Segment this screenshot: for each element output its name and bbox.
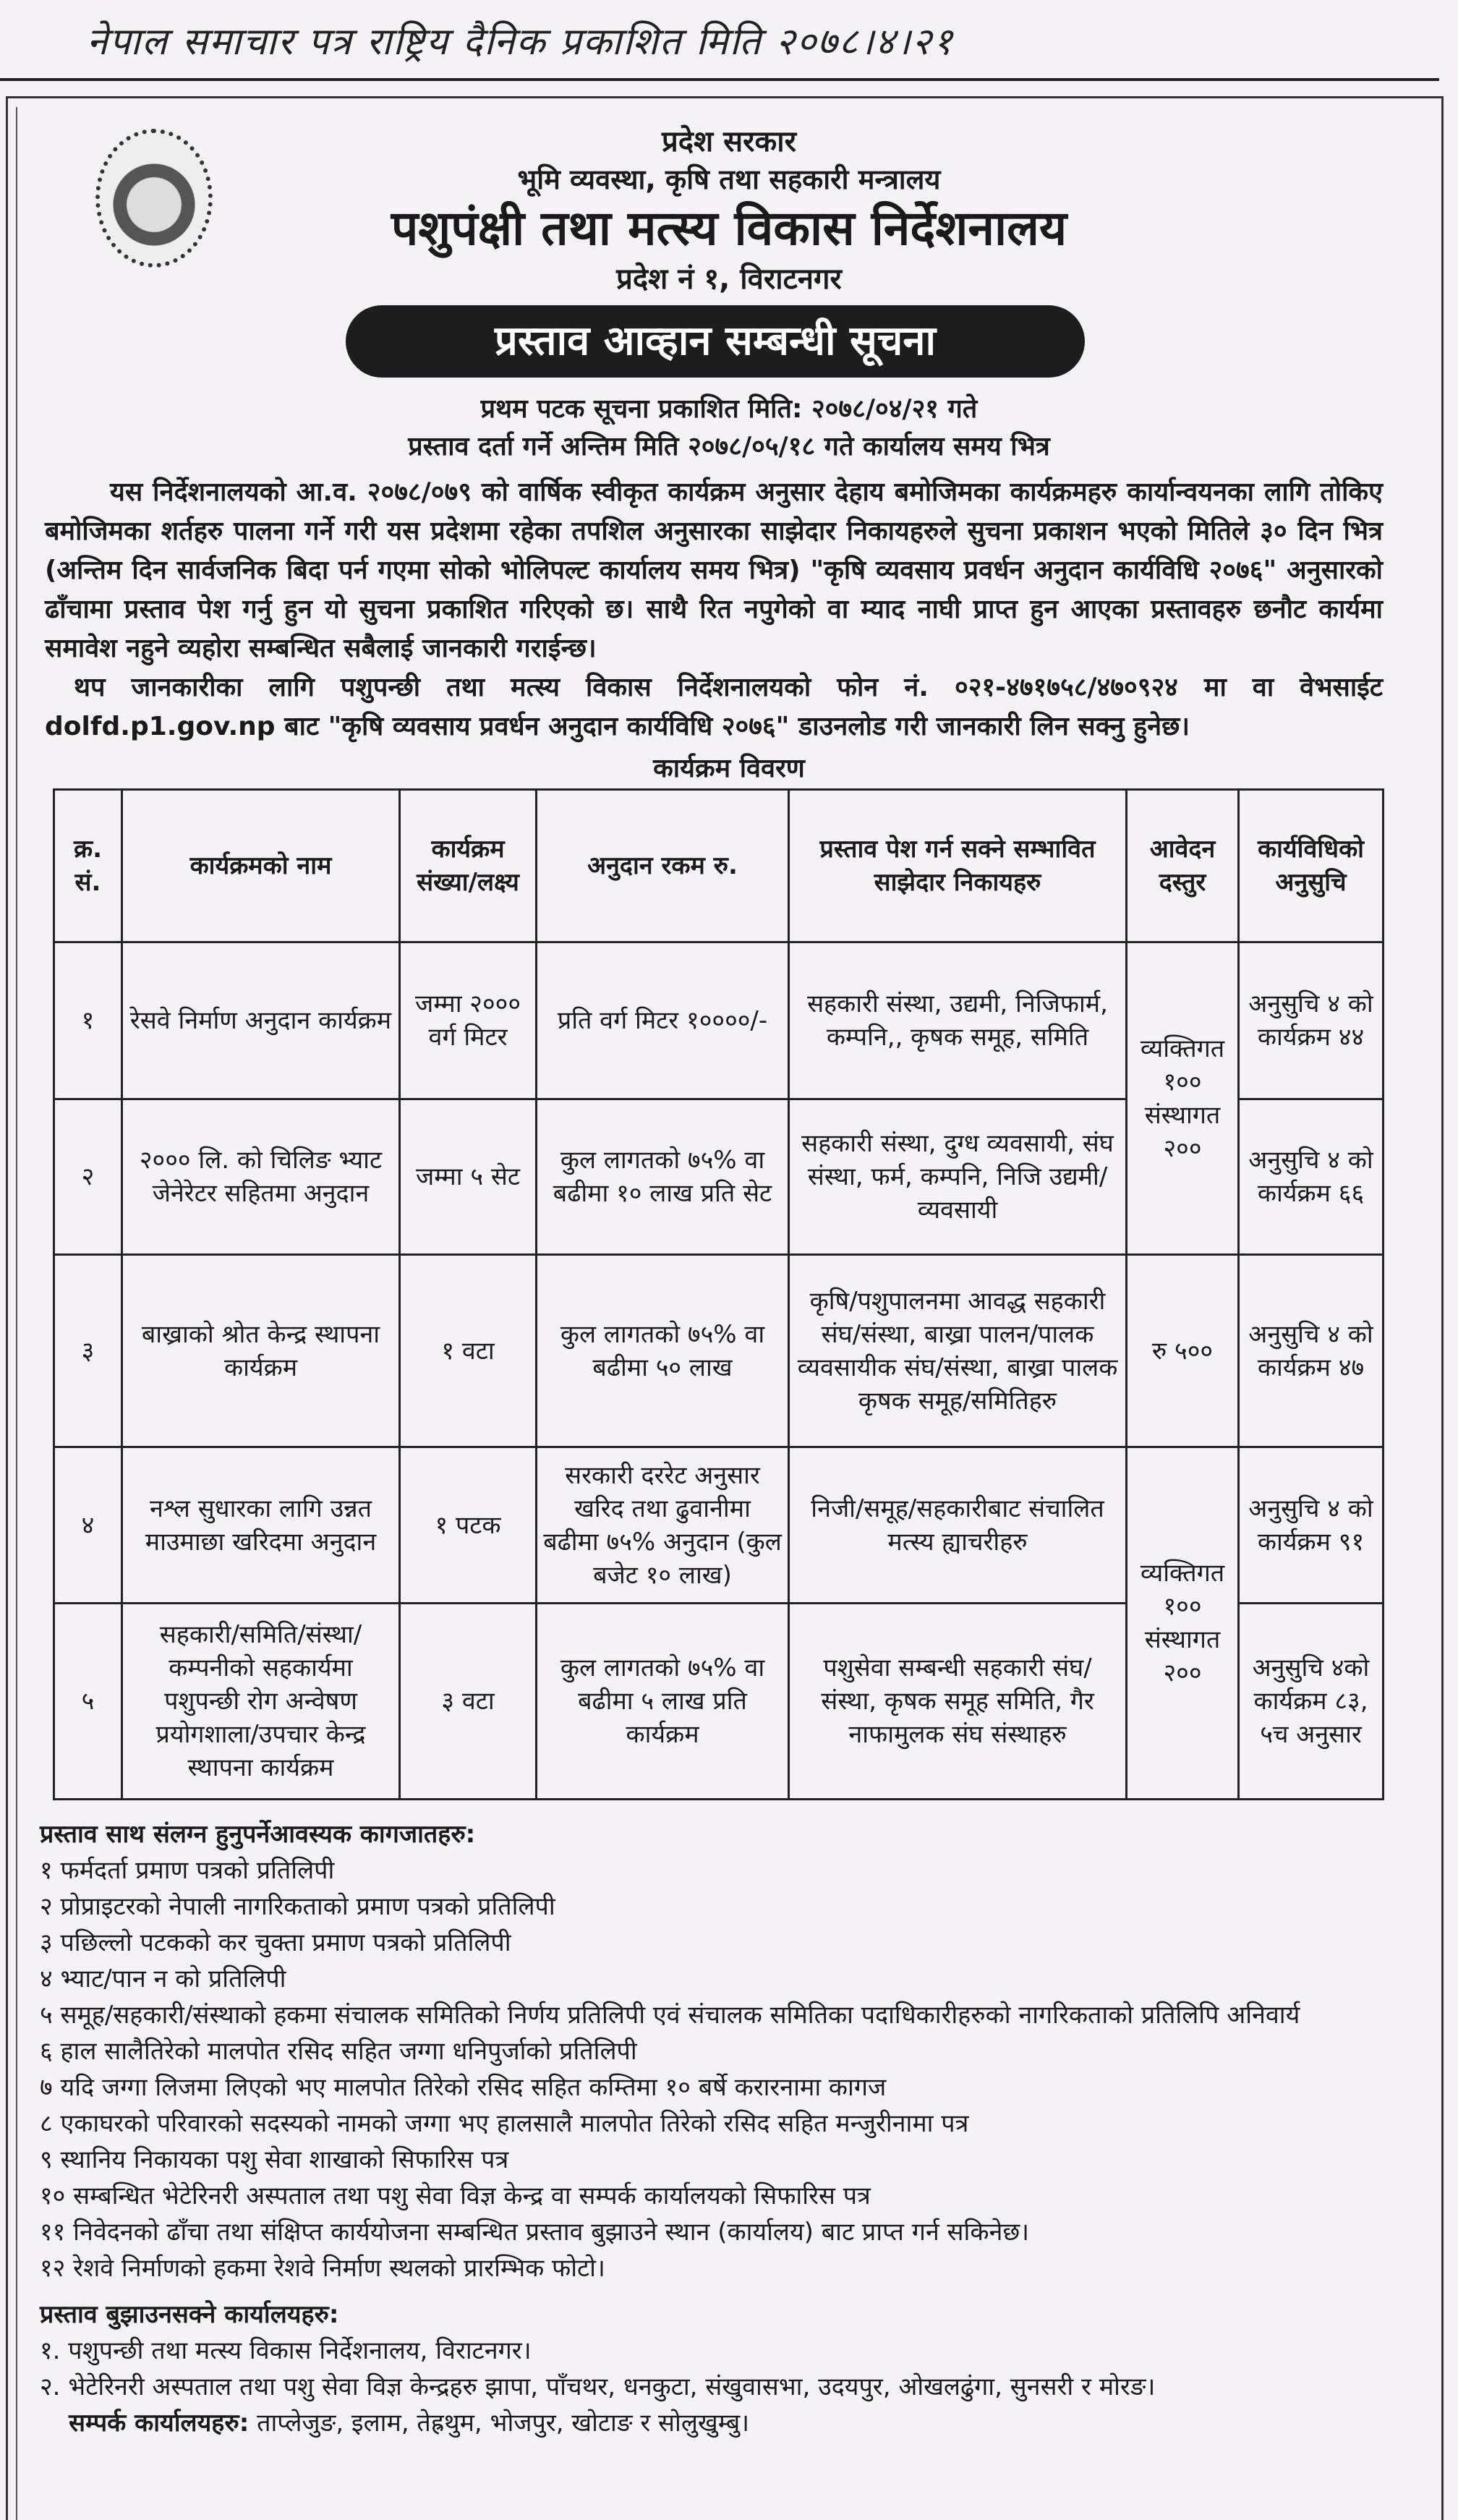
cell-target: ३ वटा <box>400 1604 537 1800</box>
required-documents-list <box>40 1816 1414 2286</box>
list-item: ४ भ्याट/पान न को प्रतिलिपी <box>40 1965 286 1993</box>
cell-program-name: बाख्राको श्रोत केन्द्र स्थापना कार्यक्रम <box>122 1255 400 1447</box>
table-row <box>54 1447 1384 1604</box>
cell-partners: पशुसेवा सम्बन्धी सहकारी संघ/संस्था, कृषक समूह समिति, गैर नाफामुलक संघ संस्थाहरु <box>789 1604 1127 1800</box>
cell-sn: ३ <box>54 1255 122 1447</box>
cell-amount: प्रति वर्ग मिटर १००००/- <box>537 942 789 1099</box>
cell-amount: कुल लागतको ७५% वा बढीमा ५ लाख प्रति कार्यक्रम <box>537 1604 789 1800</box>
list-item: ७ यदि जग्गा लिजमा लिएको भए मालपोत तिरेको रसिद सहित कम्तिमा १० बर्षे करारनामा कागज <box>40 2073 887 2102</box>
cell-target: १ पटक <box>400 1447 537 1604</box>
cell-sn: ४ <box>54 1447 122 1604</box>
table-row <box>54 942 1384 1099</box>
cell-fee: व्यक्तिगत १०० संस्थागत २०० <box>1127 942 1239 1255</box>
contact-offices-label: सम्पर्क कार्यालयहरु: <box>69 2409 250 2438</box>
list-item: ९ स्थानिय निकायका पशु सेवा शाखाको सिफारिस पत्र <box>40 2145 509 2174</box>
government-name: प्रदेश सरकार <box>662 125 796 158</box>
ministry-name: भूमि व्यवस्था, कृषि तथा सहकारी मन्त्रालय <box>517 163 941 195</box>
contact-paragraph: थप जानकारीका लागि पशुपन्छी तथा मत्स्य विकास निर्देशनालयको फोन नं. ०२१-४७१७५८/४७०९२४ मा वा वेभसाईट dolfd.p1.gov.np बाट "कृषि व्यवसाय प्रवर्धन अनुदान कार्यविधि २०७६" डाउनलोड गरी जानकारी लिन सक्नु हुनेछ। <box>45 673 1383 741</box>
list-item: ८ एकाघरको परिवारको सदस्यको नामको जग्गा भए हालसालै मालपोत तिरेको रसिद सहित मन्जुरीनामा पत्र <box>40 2109 969 2138</box>
top-rule <box>0 78 1439 81</box>
list-item: १० सम्बन्धित भेटेरिनरी अस्पताल तथा पशु सेवा विज्ञ केन्द्र वा सम्पर्क कार्यालयको सिफारिस पत्र <box>40 2181 871 2210</box>
header-partners: प्रस्ताव पेश गर्न सक्ने सम्भावित साझेदार निकायहरु <box>789 790 1127 942</box>
header-schedule: कार्यविधिको अनुसुचि <box>1239 790 1384 942</box>
list-item: ११ निवेदनको ढाँचा तथा संक्षिप्त कार्ययोजना सम्बन्धित प्रस्ताव बुझाउने स्थान (कार्यालय) बाट प्राप्त गर्न सकिनेछ। <box>40 2218 1030 2247</box>
table-caption: कार्यक्रम विवरण <box>653 754 805 783</box>
cell-amount: कुल लागतको ७५% वा बढीमा १० लाख प्रति सेट <box>537 1099 789 1255</box>
header-target: कार्यक्रम संख्या/लक्ष्य <box>400 790 537 942</box>
cell-program-name: नश्ल सुधारका लागि उन्नत माउमाछा खरिदमा अनुदान <box>122 1447 400 1604</box>
header-program-name: कार्यक्रमको नाम <box>122 790 400 942</box>
handwritten-publication-note: नेपाल समाचार पत्र राष्ट्रिय दैनिक प्रकाशित मिति २०७८।४।२१ <box>87 20 954 64</box>
government-emblem-icon <box>95 129 213 268</box>
cell-amount: कुल लागतको ७५% वा बढीमा ५० लाख <box>537 1255 789 1447</box>
table-header-row <box>54 790 1384 942</box>
cell-program-name: सहकारी/समिति/संस्था/कम्पनीको सहकार्यमा पशुपन्छी रोग अन्वेषण प्रयोगशाला/उपचार केन्द्र स्थापना कार्यक्रम <box>122 1604 400 1800</box>
cell-fee: व्यक्तिगत १०० संस्थागत २०० <box>1127 1447 1239 1800</box>
documents-heading: प्रस्ताव साथ संलग्न हुनुपर्नेआवस्यक कागजातहरु: <box>40 1820 476 1849</box>
first-published-date: प्रथम पटक सूचना प्रकाशित मिति: २०७८/०४/२१ गते <box>480 394 978 424</box>
cell-schedule: अनुसुचि ४ को कार्यक्रम ६६ <box>1239 1099 1384 1255</box>
cell-target: जम्मा २००० वर्ग मिटर <box>400 942 537 1099</box>
list-item: २ प्रोप्राइटरको नेपाली नागरिकताको प्रमाण पत्रको प्रतिलिपी <box>40 1892 555 1921</box>
cell-fee: रु ५०० <box>1127 1255 1239 1447</box>
cell-target: जम्मा ५ सेट <box>400 1099 537 1255</box>
intro-paragraph: यस निर्देशनालयको आ.व. २०७८/०७९ को वार्षिक स्वीकृत कार्यक्रम अनुसार देहाय बमोजिमका कार्यक्रमहरु कार्यान्वयनका लागि तोकिए बमोजिमका शर्तहरु पालना गर्ने गरी यस प्रदेशमा रहेका तपशिल अनुसारका साझेदार निकायहरुले सुचना प्रकाशन भएको मितिले ३० दिन भित्र (अन्तिम दिन सार्वजनिक बिदा पर्न गएमा सोको भोलिपल्ट कार्यालय समय भित्र) "कृषि व्यवसाय प्रवर्धन अनुदान कार्यविधि २०७६" अनुसारको ढाँचामा प्रस्ताव पेश गर्नु हुन यो सुचना प्रकाशित गरिएको छ। साथै रित नपुगेको वा म्याद नाघी प्राप्त हुन आएका प्रस्तावहरु छनौट कार्यमा समावेश नहुने व्यहोरा सम्बन्धित सबैलाई जानकारी गराईन्छ। <box>45 477 1383 663</box>
notice-title: प्रस्ताव आव्हान सम्बन्धी सूचना <box>346 305 1085 378</box>
cell-partners: सहकारी संस्था, उद्यमी, निजिफार्म, कम्पनि,, कृषक समूह, समिति <box>789 942 1127 1099</box>
program-table <box>53 788 1384 1800</box>
cell-program-name: रेसवे निर्माण अनुदान कार्यक्रम <box>122 942 400 1099</box>
list-item: १ फर्मदर्ता प्रमाण पत्रको प्रतिलिपी <box>40 1856 335 1885</box>
notice-header <box>217 123 1241 299</box>
submission-offices-list <box>40 2296 1414 2441</box>
cell-schedule: अनुसुचि ४ को कार्यक्रम ४७ <box>1239 1255 1384 1447</box>
header-sn: क्र. सं. <box>54 790 122 942</box>
list-item: १. पशुपन्छी तथा मत्स्य विकास निर्देशनालय, विराटनगर। <box>40 2336 532 2365</box>
cell-partners: कृषि/पशुपालनमा आवद्ध सहकारी संघ/संस्था, बाख्रा पालन/पालक व्यवसायीक संघ/संस्था, बाख्रा पालक कृषक समूह/समितिहरु <box>789 1255 1127 1447</box>
cell-partners: निजी/समूह/सहकारीबाट संचालित मत्स्य ह्याचरीहरु <box>789 1447 1127 1604</box>
contact-offices <box>40 2405 1414 2441</box>
table-row <box>54 1255 1384 1447</box>
cell-schedule: अनुसुचि ४ को कार्यक्रम ९१ <box>1239 1447 1384 1604</box>
cell-sn: ५ <box>54 1604 122 1800</box>
cell-schedule: अनुसुचि ४को कार्यक्रम ८३, ५च अनुसार <box>1239 1604 1384 1800</box>
list-item: १२ रेशवे निर्माणको हकमा रेशवे निर्माण स्थलको प्रारम्भिक फोटो। <box>40 2254 605 2283</box>
directorate-name: पशुपंक्षी तथा मत्स्य विकास निर्देशनालय <box>391 200 1067 256</box>
cell-partners: सहकारी संस्था, दुग्ध व्यवसायी, संघ संस्था, फर्म, कम्पनि, निजि उद्यमी/व्यवसायी <box>789 1099 1127 1255</box>
list-item: ६ हाल सालैतिरेको मालपोत रसिद सहित जग्गा धनिपुर्जाको प्रतिलिपी <box>40 2037 637 2066</box>
list-item: ३ पछिल्लो पटकको कर चुक्ता प्रमाण पत्रको प्रतिलिपी <box>40 1928 511 1957</box>
cell-program-name: २००० लि. को चिलिङ भ्याट जेनेरेटर सहितमा अनुदान <box>122 1099 400 1255</box>
cell-amount: सरकारी दररेट अनुसार खरिद तथा ढुवानीमा बढीमा ७५% अनुदान (कुल बजेट १० लाख) <box>537 1447 789 1604</box>
location: प्रदेश नं १, विराटनगर <box>616 263 842 296</box>
list-item: ५ समूह/सहकारी/संस्थाको हकमा संचालक समितिको निर्णय प्रतिलिपी एवं संचालक समितिका पदाधिकारीहरुको नागरिकताको प्रतिलिपि अनिवार्य <box>40 2001 1300 2030</box>
notice-body <box>0 391 1458 2485</box>
header-grant-amount: अनुदान रकम रु. <box>537 790 789 942</box>
cell-sn: १ <box>54 942 122 1099</box>
cell-schedule: अनुसुचि ४ को कार्यक्रम ४४ <box>1239 942 1384 1099</box>
contact-offices-list: ताप्लेजुङ, इलाम, तेह्रथुम, भोजपुर, खोटाङ र सोलुखुम्बु। <box>257 2409 750 2438</box>
list-item: २. भेटेरिनरी अस्पताल तथा पशु सेवा विज्ञ केन्द्रहरु झापा, पाँचथर, धनकुटा, संखुवासभा, उदयपुर, ओखलढुंगा, सुनसरी र मोरङ। <box>40 2372 1156 2401</box>
cell-target: १ वटा <box>400 1255 537 1447</box>
deadline-date: प्रस्ताव दर्ता गर्ने अन्तिम मिति २०७८/०५/१८ गते कार्यालय समय भित्र <box>408 432 1050 461</box>
header-fee: आवेदन दस्तुर <box>1127 790 1239 942</box>
cell-sn: २ <box>54 1099 122 1255</box>
offices-heading: प्रस्ताव बुझाउनसक्ने कार्यालयहरु: <box>40 2300 339 2329</box>
